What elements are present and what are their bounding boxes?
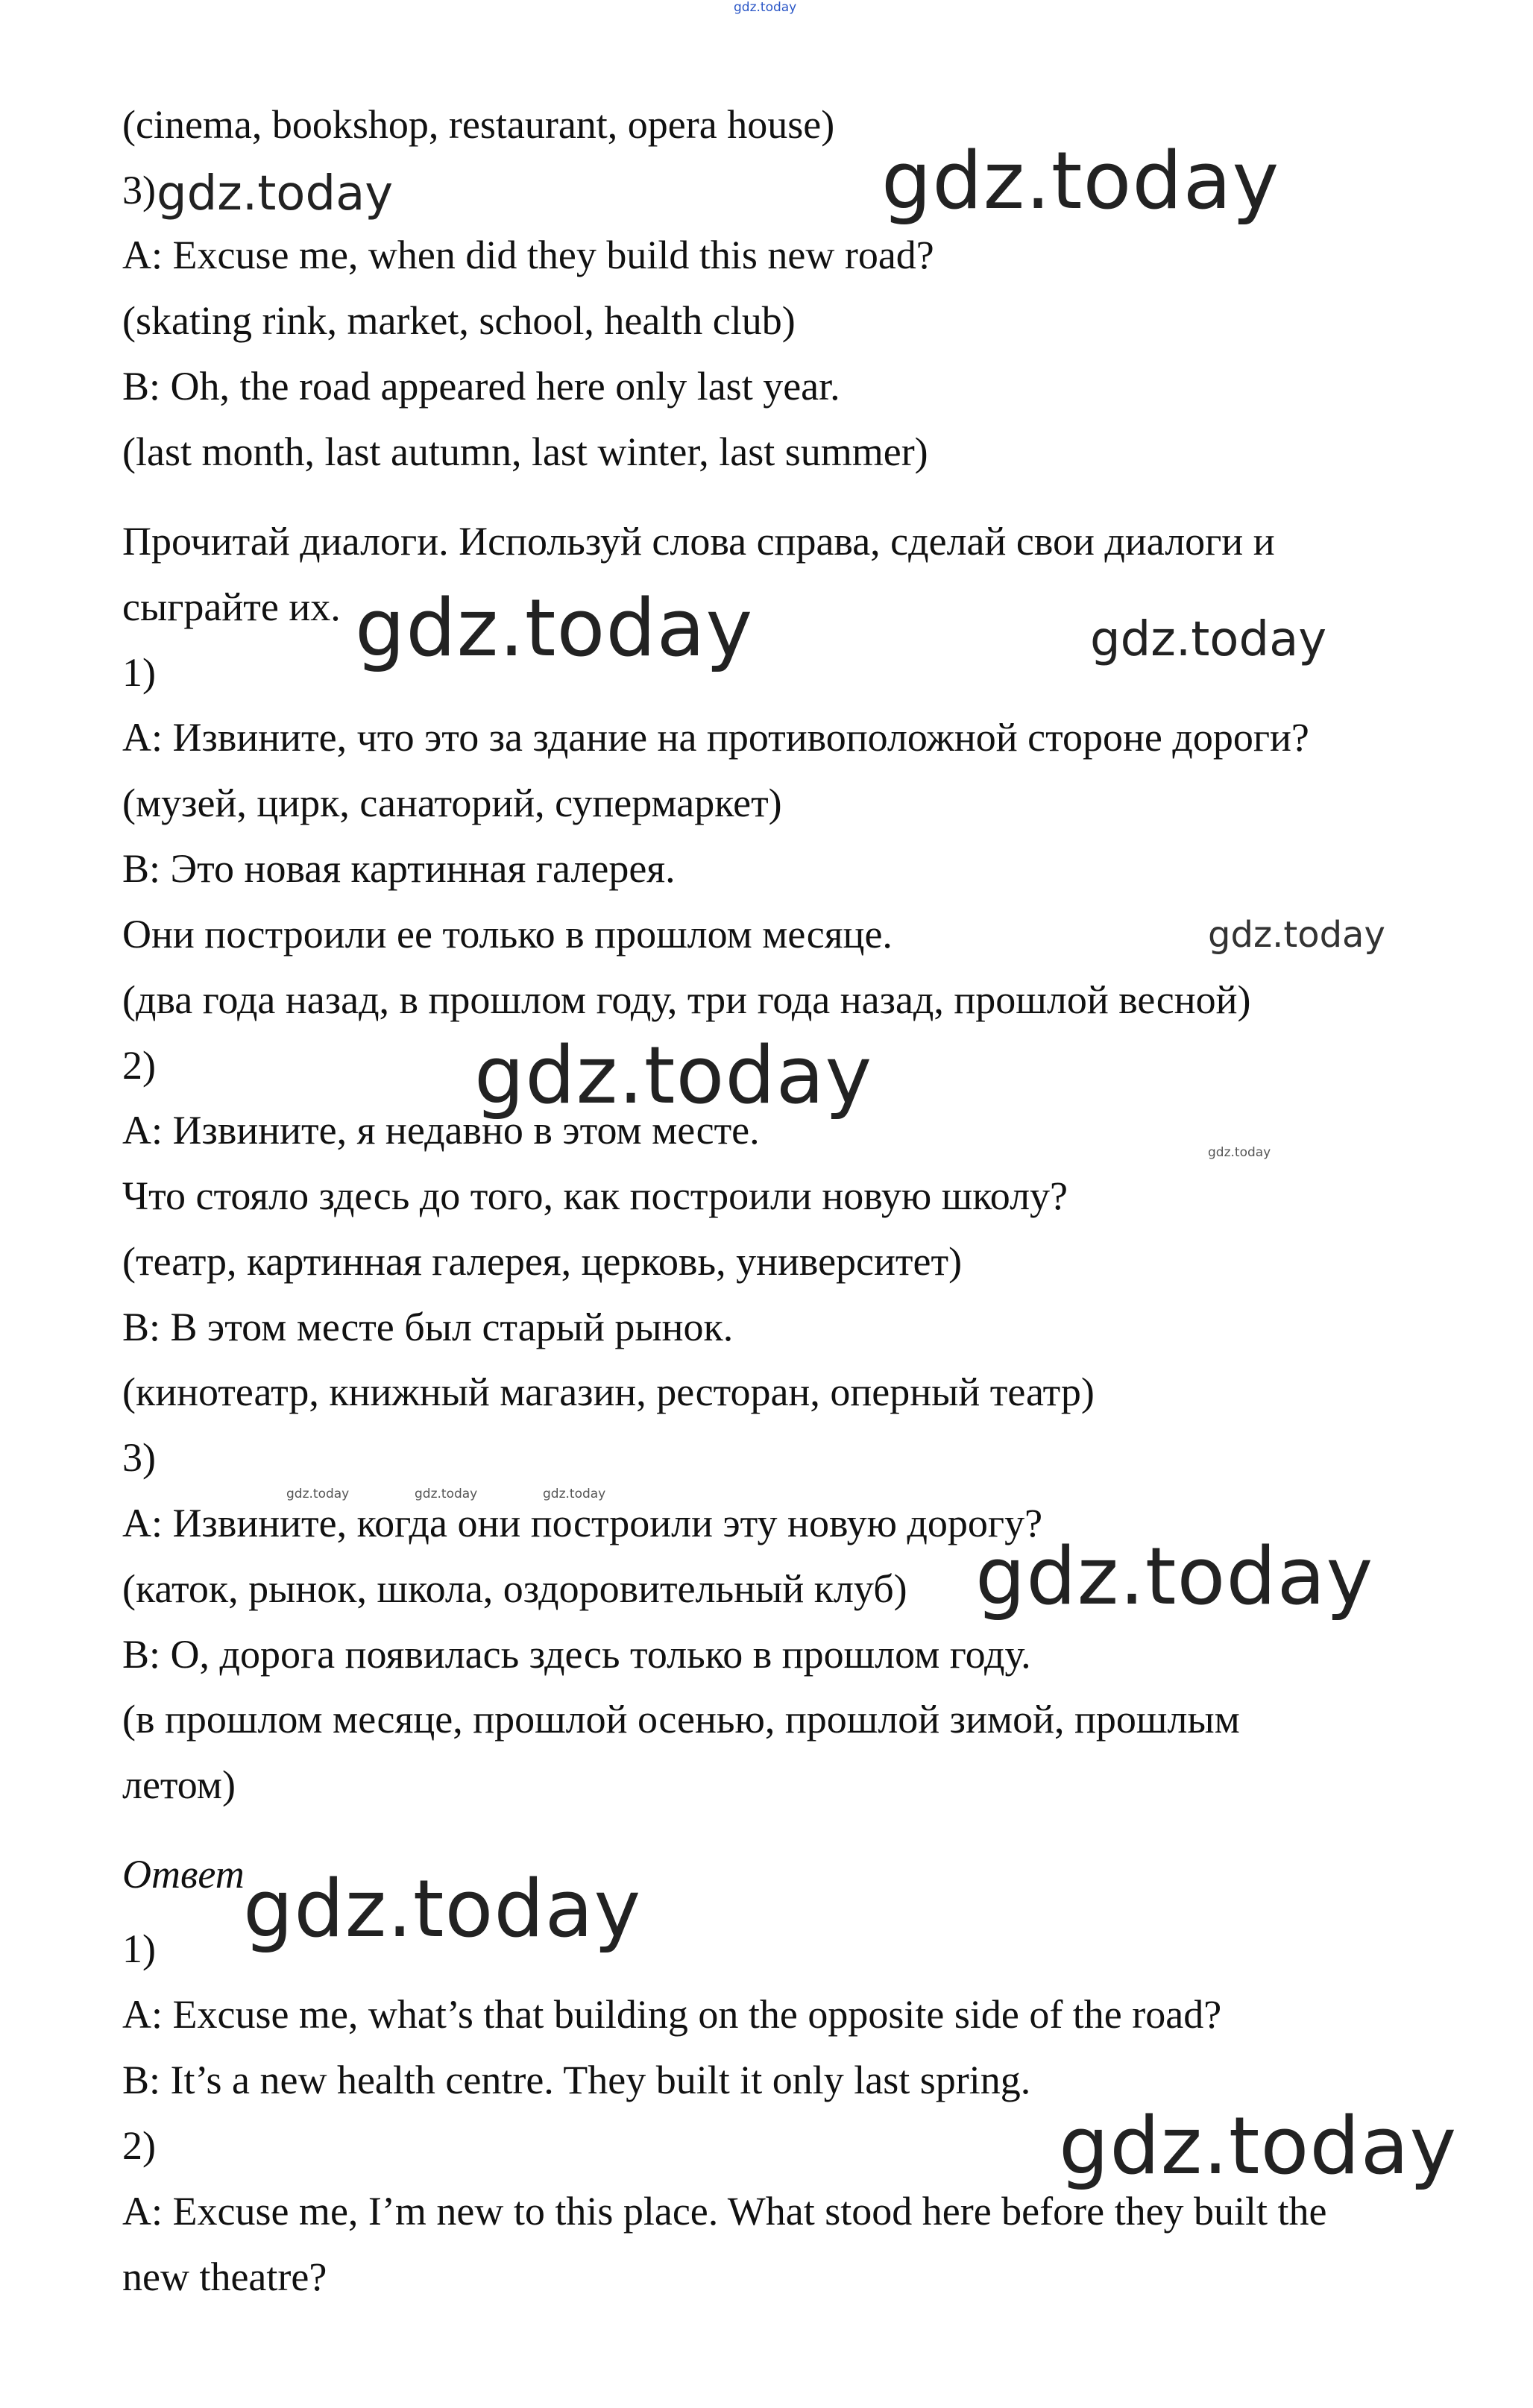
text-line: A: Excuse me, I’m new to this place. What stood here before they built the bbox=[122, 2189, 1327, 2234]
text-line: (cinema, bookshop, restaurant, opera house) bbox=[122, 102, 835, 147]
text-line: B: Oh, the road appeared here only last year. bbox=[122, 364, 840, 409]
instruction-line: Прочитай диалоги. Используй слова справа, сделай свои диалоги и bbox=[122, 519, 1275, 564]
top-watermark: gdz.today bbox=[734, 0, 797, 15]
watermark: gdz.today bbox=[286, 1487, 350, 1501]
text-line: (музей, цирк, санаторий, супермаркет) bbox=[122, 781, 782, 825]
watermark: gdz.today bbox=[415, 1487, 478, 1501]
text-line: new theatre? bbox=[122, 2254, 327, 2299]
item-number: 1) bbox=[122, 650, 156, 695]
watermark: gdz.today bbox=[1059, 2100, 1458, 2192]
watermark: gdz.today bbox=[157, 166, 394, 221]
text-line: Что стояло здесь до того, как построили новую школу? bbox=[122, 1173, 1068, 1218]
watermark: gdz.today bbox=[881, 135, 1280, 227]
text-line: A: Excuse me, what’s that building on the opposite side of the road? bbox=[122, 1992, 1222, 2037]
text-line: (last month, last autumn, last winter, last summer) bbox=[122, 429, 928, 474]
item-number: 1) bbox=[122, 1926, 156, 1971]
text-line: летом) bbox=[122, 1762, 236, 1807]
item-number: 3) bbox=[122, 1435, 156, 1480]
text-line: (в прошлом месяце, прошлой осенью, прошлой зимой, прошлым bbox=[122, 1697, 1240, 1742]
watermark: gdz.today bbox=[355, 582, 754, 674]
text-line: Они построили ее только в прошлом месяце. bbox=[122, 912, 893, 956]
text-line: (skating rink, market, school, health club) bbox=[122, 298, 796, 343]
text-line: A: Извините, что это за здание на противоположной стороне дороги? bbox=[122, 715, 1309, 760]
item-number: 2) bbox=[122, 1043, 156, 1088]
text-line: (два года назад, в прошлом году, три года назад, прошлой весной) bbox=[122, 977, 1251, 1022]
watermark: gdz.today bbox=[1090, 612, 1327, 667]
watermark: gdz.today bbox=[975, 1531, 1374, 1622]
watermark: gdz.today bbox=[243, 1863, 642, 1955]
text-line: B: Это новая картинная галерея. bbox=[122, 846, 676, 891]
text-line: A: Извините, я недавно в этом месте. bbox=[122, 1108, 760, 1153]
text-line: B: В этом месте был старый рынок. bbox=[122, 1305, 734, 1349]
watermark: gdz.today bbox=[543, 1487, 606, 1501]
text-line: A: Excuse me, when did they build this new road? bbox=[122, 233, 934, 277]
text-line: (кинотеатр, книжный магазин, ресторан, оперный театр) bbox=[122, 1370, 1095, 1414]
text-line: (театр, картинная галерея, церковь, университет) bbox=[122, 1239, 963, 1284]
text-line: (каток, рынок, школа, оздоровительный клуб) bbox=[122, 1566, 907, 1611]
text-line: B: It’s a new health centre. They built it only last spring. bbox=[122, 2058, 1031, 2102]
text-line: B: О, дорога появилась здесь только в прошлом году. bbox=[122, 1632, 1031, 1677]
watermark: gdz.today bbox=[1208, 914, 1385, 956]
text-line: A: Извините, когда они построили эту новую дорогу? bbox=[122, 1501, 1043, 1545]
watermark: gdz.today bbox=[1208, 1145, 1271, 1160]
instruction-line: сыграйте их. bbox=[122, 584, 341, 629]
item-number: 2) bbox=[122, 2123, 156, 2168]
item-number: 3) bbox=[122, 168, 156, 212]
answer-heading: Ответ bbox=[122, 1852, 245, 1897]
watermark: gdz.today bbox=[474, 1030, 873, 1121]
